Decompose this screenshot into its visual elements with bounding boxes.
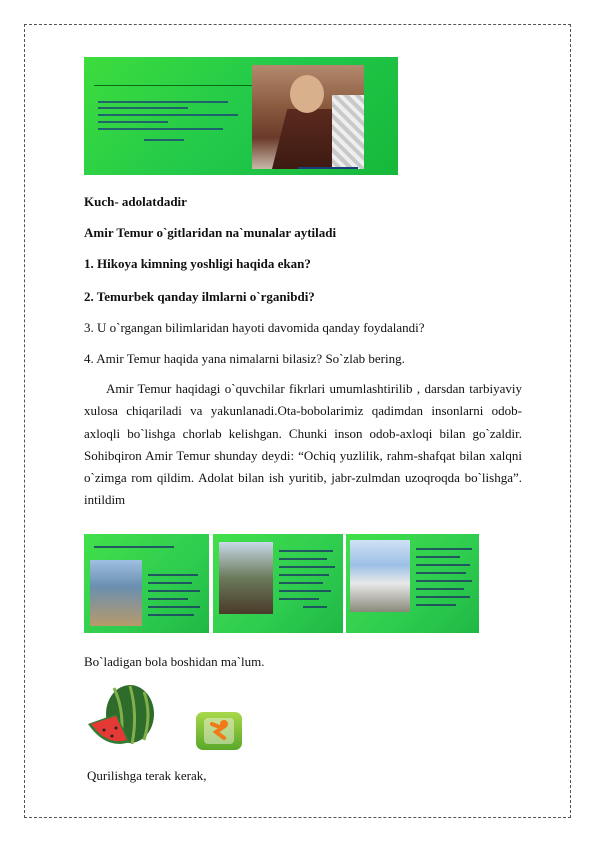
slide-image-monument [213,534,343,633]
app-icon-image [196,712,242,750]
amir-temur-portrait [252,65,364,169]
watermelon-image [86,684,156,748]
amir-temur-slide-image [84,57,398,175]
section-subheading: Amir Temur o`gitlaridan na`munalar aytiladi [84,225,337,240]
proverb-1: Bo`ladigan bola boshidan ma`lum. [84,654,265,669]
proverb-2: Qurilishga terak kerak, [87,768,207,783]
summary-paragraph: Amir Temur haqidagi o`quvchilar fikrlari umumlashtirilib , darsdan tarbiyaviy xulosa chiqariladi va yakunlanadi.Ota-bobolarimiz qadimdan insonlarni odob-axloqli bo`lishga chorlab kelishgan. Chunki inson odob-axloqi bilan go`zaldir. Sohibqiron Amir Temur shunday deydi: “Ochiq yuzlilik, rahm-shafqat bilan xalqni o`zimga rom qildim. Adolat bilan ish yuritib, jabr-zulmdan uzoqroqda bo`lishga”. intildim [84,381,522,508]
question-2: 2. Temurbek qanday ilmlarni o`rganibdi? [84,289,315,304]
slide-image-museum [346,534,479,633]
slide-image-mausoleum [84,534,209,633]
question-1: 1. Hikoya kimning yoshligi haqida ekan? [84,256,311,271]
question-4: 4. Amir Temur haqida yana nimalarni bilasiz? So`zlab bering. [84,351,405,366]
section-heading: Kuch- adolatdadir [84,194,187,209]
question-3: 3. U o`rgangan bilimlaridan hayoti davomida qanday foydalandi? [84,320,425,335]
